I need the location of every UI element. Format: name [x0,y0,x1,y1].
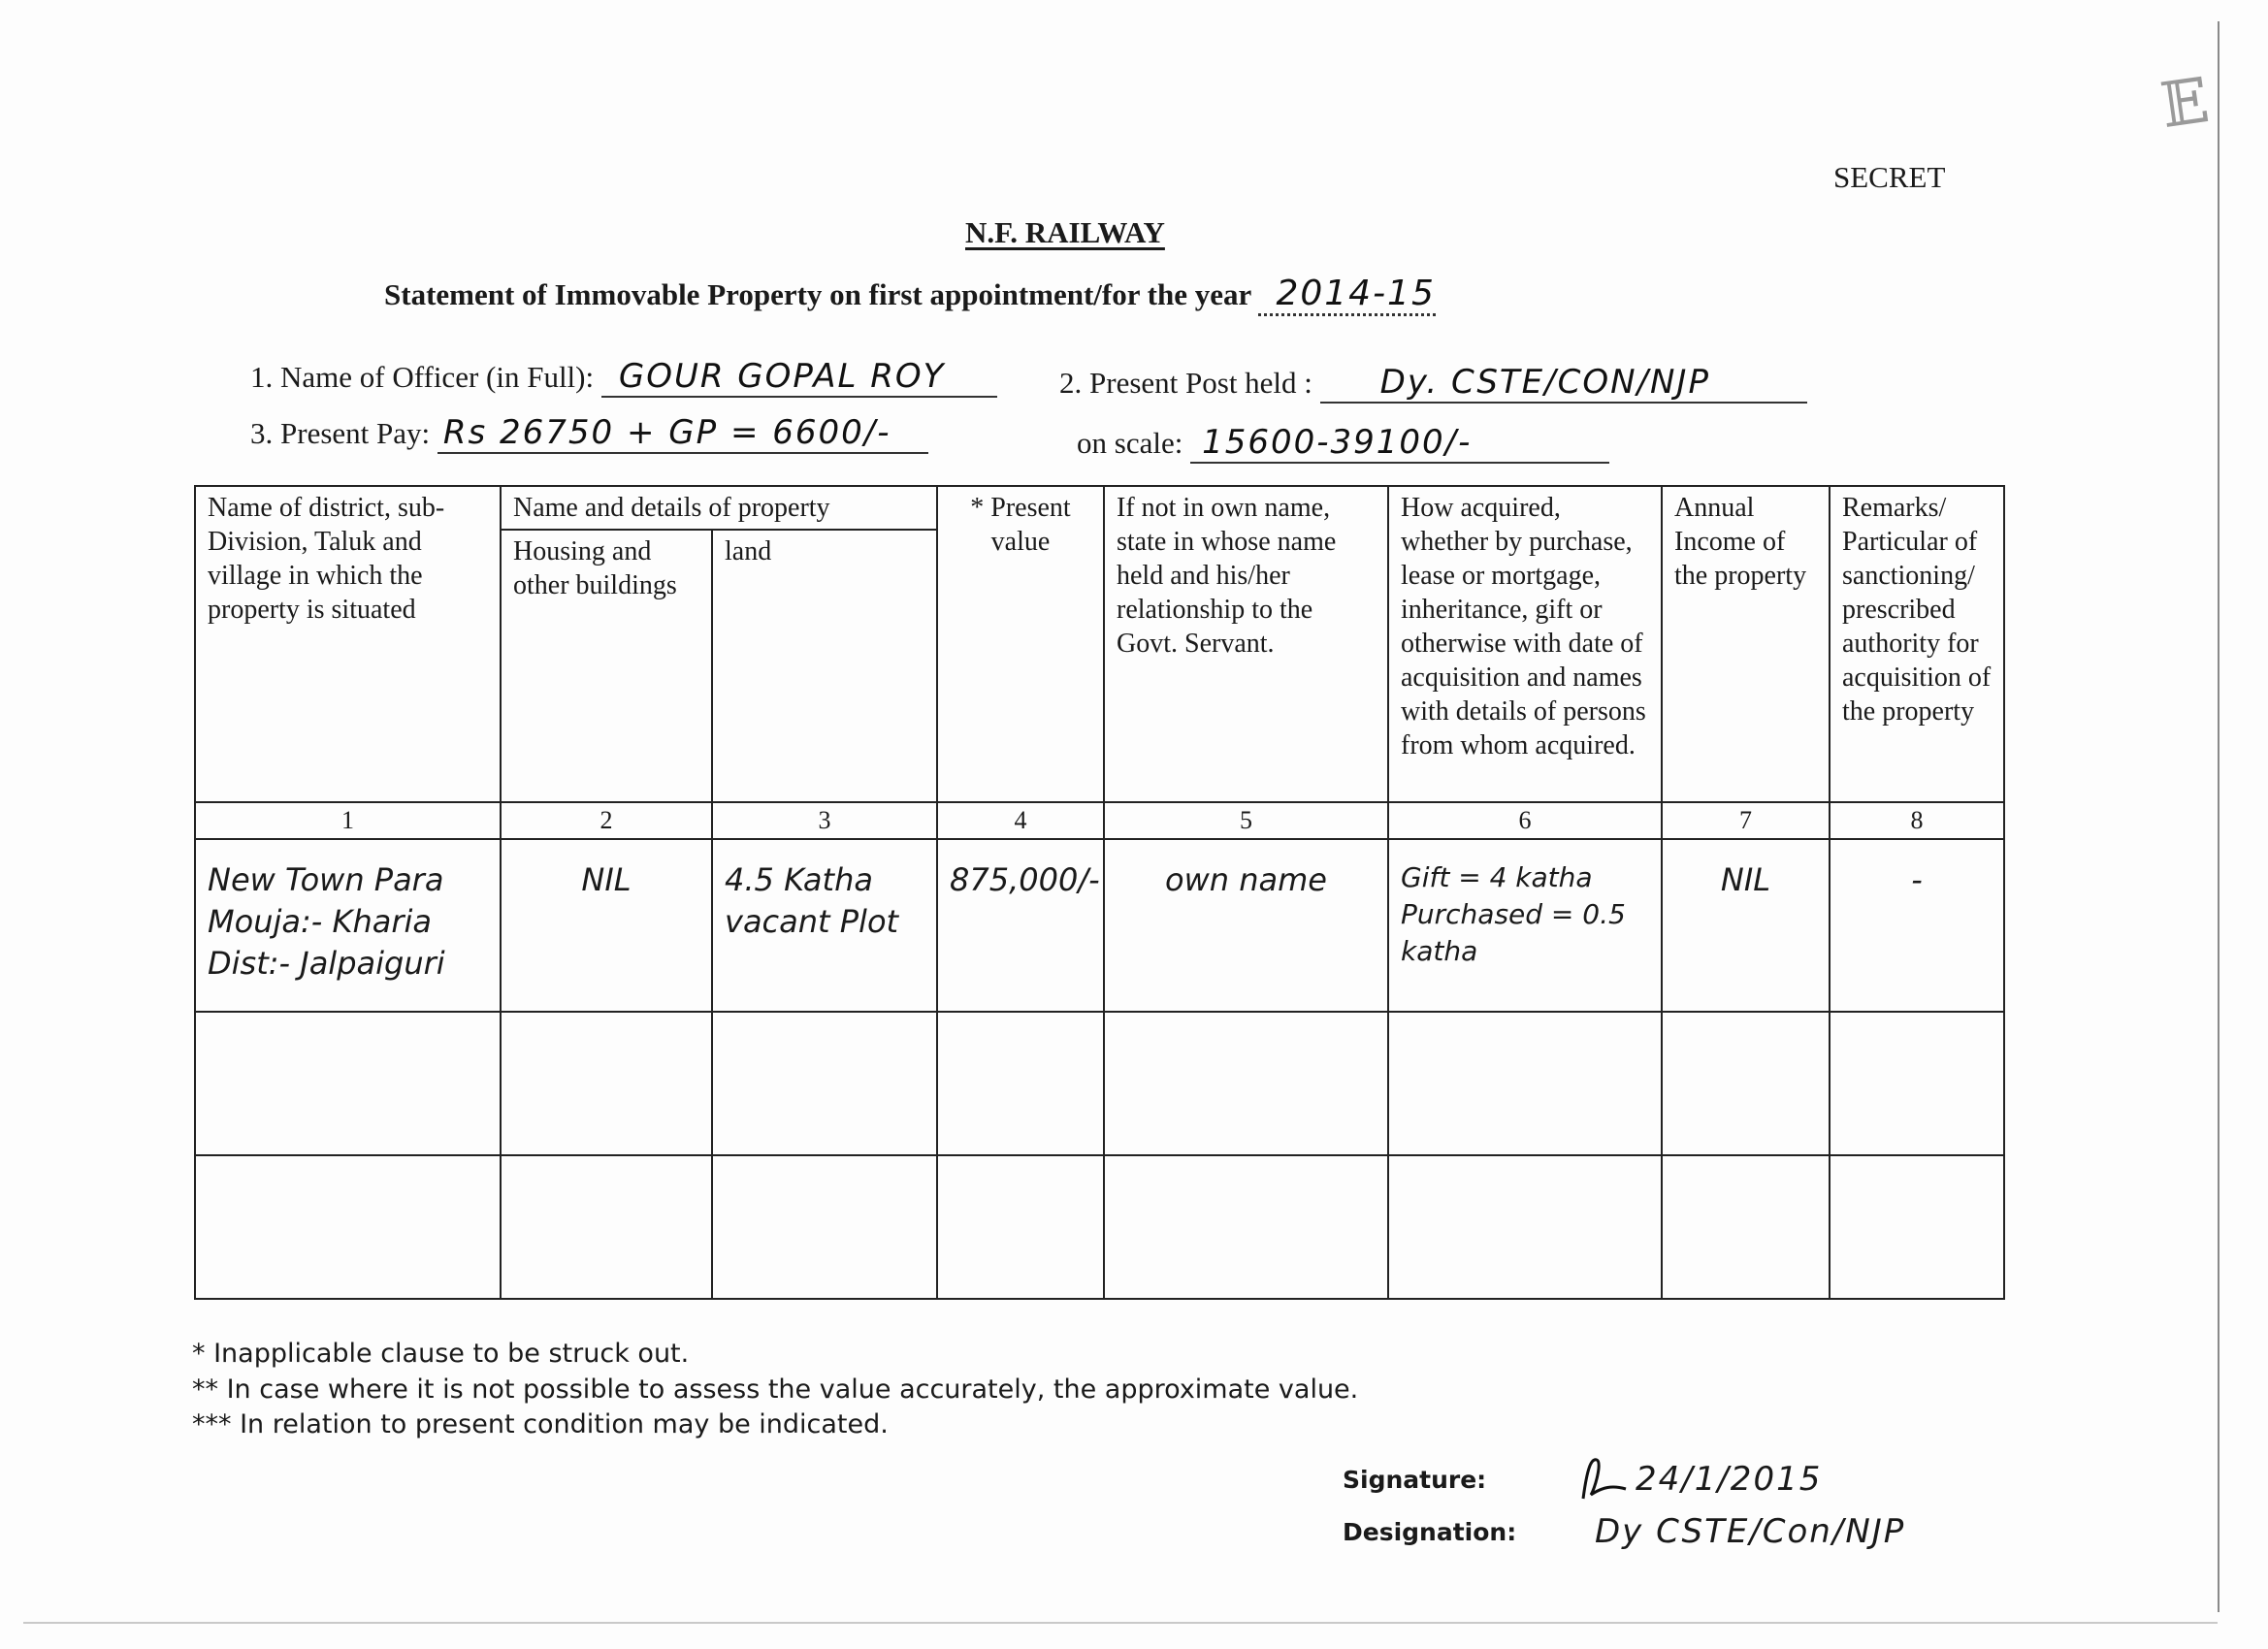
present-pay-label: 3. Present Pay: [250,416,431,450]
header-remarks: Remarks/ Particular of sanctioning/ prescribed authority for acquisition of the property [1830,486,2004,802]
entry-housing: NIL [501,839,712,1012]
column-number: 1 [195,802,501,840]
officer-name-label: 1. Name of Officer (in Full): [250,360,595,394]
entry-acquired-line: Gift = 4 katha [1401,861,1593,893]
entry-own-name: own name [1104,839,1388,1012]
footnotes [192,1337,1358,1443]
table-row [195,839,2004,1012]
table-row-blank [195,1155,2004,1299]
page-edge-bottom [23,1622,2218,1624]
signature-row [1343,1453,1905,1505]
column-number: 7 [1662,802,1830,840]
blank-cell [1388,1012,1662,1155]
entry-location-line: Dist:- Jalpaiguri [208,945,445,983]
column-number: 8 [1830,802,2004,840]
header-present-value: * Present value [937,486,1104,802]
blank-cell [501,1012,712,1155]
signature-block [1343,1453,1905,1558]
designation-row [1343,1505,1905,1558]
blank-cell [712,1155,937,1299]
blank-cell [1830,1155,2004,1299]
table-row-blank [195,1012,2004,1155]
present-post-value: Dy. CSTE/CON/NJP [1320,363,1807,404]
scale-label: on scale: [1077,426,1183,460]
header-own-name: If not in own name, state in whose name held and his/her relationship to the Govt. Servant. [1104,486,1388,802]
present-post-label: 2. Present Post held : [1059,366,1312,400]
scale-value: 15600-39100/- [1190,423,1609,464]
header-housing: Housing and other buildings [501,530,712,802]
column-number: 2 [501,802,712,840]
footnote: *** In relation to present condition may be indicated. [192,1409,889,1440]
blank-cell [1104,1012,1388,1155]
blank-cell [712,1012,937,1155]
statement-label: Statement of Immovable Property on first appointment/for the year [384,277,1251,311]
header-how-acquired: How acquired, whether by purchase, lease or mortgage, inheritance, gift or otherwise with date of acquisition and names with details of persons from whom acquired. [1388,486,1662,802]
blank-cell [195,1155,501,1299]
year-value: 2014-15 [1276,274,1436,313]
column-number: 3 [712,802,937,840]
header-land: land [712,530,937,802]
classification-label: SECRET [1833,160,1946,194]
entry-land-line: vacant Plot [725,903,899,941]
blank-cell [195,1012,501,1155]
document-title: N.F. RAILWAY [965,215,1165,249]
entry-land-line: 4.5 Katha [725,861,873,898]
entry-remarks: - [1830,839,2004,1012]
entry-acquired-line: Purchased = 0.5 katha [1401,897,1626,967]
blank-cell [1388,1155,1662,1299]
entry-location-line: Mouja:- Kharia [208,903,432,941]
blank-cell [1662,1155,1830,1299]
blank-cell [1830,1012,2004,1155]
designation-label: Designation: [1343,1517,1517,1546]
signature-date: 24/1/2015 [1636,1460,1823,1499]
present-pay-row [250,413,928,454]
column-number-row [195,802,2004,840]
property-table [194,485,2005,1300]
officer-name-value: GOUR GOPAL ROY [601,357,997,398]
footnote: ** In case where it is not possible to assess the value accurately, the approximate value. [192,1374,1359,1405]
entry-value: 875,000/- [937,839,1104,1012]
scale-row [1077,423,1609,464]
header-annual-income: Annual Income of the property [1662,486,1830,802]
blank-cell [1662,1012,1830,1155]
entry-location [195,839,501,1012]
entry-annual-income: NIL [1662,839,1830,1012]
corner-scan-mark: 𝔼 [2156,64,2214,144]
present-post-row [1059,363,1807,404]
designation-value: Dy CSTE/Con/NJP [1595,1512,1906,1551]
year-field [1258,274,1435,316]
blank-cell [1104,1155,1388,1299]
blank-cell [937,1012,1104,1155]
entry-land [712,839,937,1012]
header-location: Name of district, sub-Division, Taluk and village in which the property is situated [195,486,501,802]
header-row-top [195,486,2004,530]
present-pay-value: Rs 26750 + GP = 6600/- [437,413,928,454]
officer-name-row [250,357,997,398]
signature-label: Signature: [1343,1465,1487,1494]
blank-cell [937,1155,1104,1299]
entry-how-acquired [1388,839,1662,1012]
column-number: 5 [1104,802,1388,840]
blank-cell [501,1155,712,1299]
entry-location-line: New Town Para [208,861,444,898]
column-number: 4 [937,802,1104,840]
header-property-group: Name and details of property [501,486,937,530]
signature-scribble-icon [1573,1450,1632,1508]
footnote: * Inapplicable clause to be struck out. [192,1339,690,1369]
column-number: 6 [1388,802,1662,840]
statement-heading [384,274,1436,316]
page-edge-right [2218,21,2219,1612]
